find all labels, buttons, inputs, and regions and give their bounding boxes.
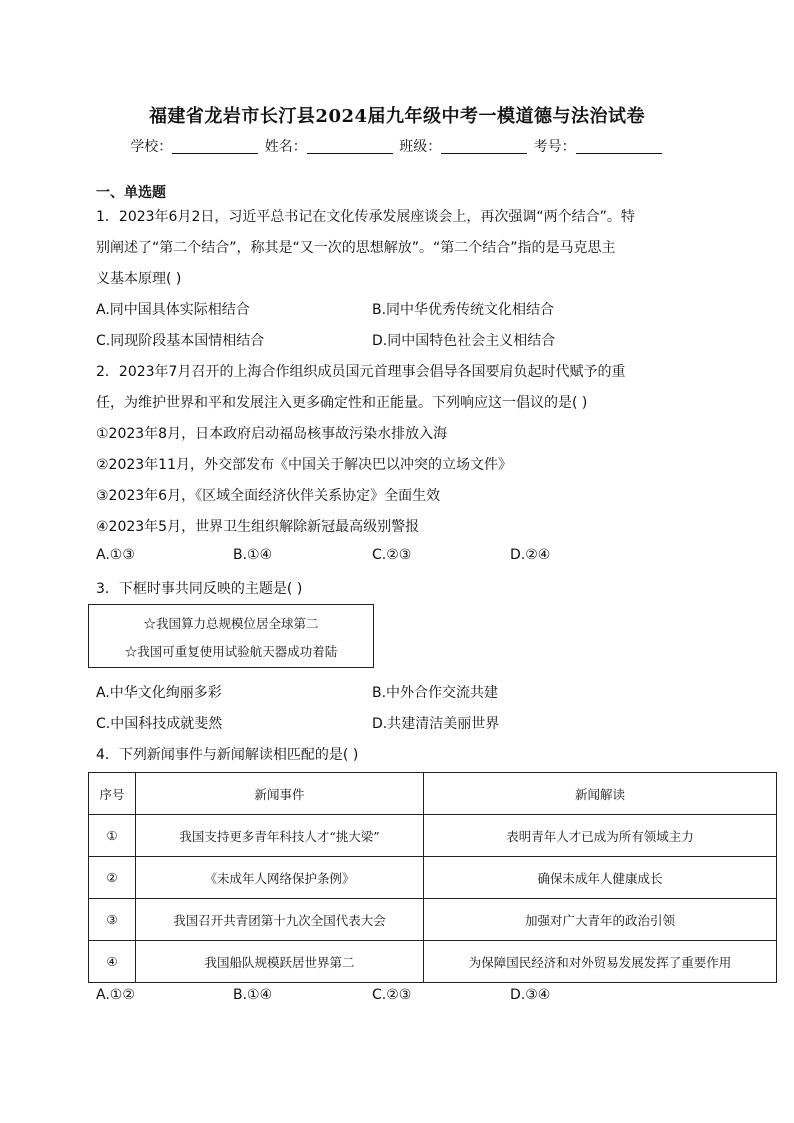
class-label: 班级：	[399, 139, 442, 155]
q2-line-2: 任，为维护世界和平和发展注入更多确定性和正能量。下列响应这一倡议的是( )	[96, 395, 588, 411]
id-blank	[576, 139, 662, 154]
row-index: ②	[89, 857, 136, 899]
q1-option-c: C.同现阶段基本国情相结合	[96, 333, 265, 349]
row-interpretation: 表明青年人才已成为所有领域主力	[424, 815, 777, 857]
q2-item-2: ②2023年11月，外交部发布《中国关于解决巴以冲突的立场文件》	[96, 457, 512, 473]
header-event: 新闻事件	[136, 773, 424, 815]
table-row	[89, 815, 777, 857]
q1-line-3: 义基本原理( )	[96, 271, 182, 287]
q1-option-b: B.同中华优秀传统文化相结合	[372, 302, 555, 318]
school-label: 学校：	[130, 139, 173, 155]
q1-line-1: 1．2023年6月2日，习近平总书记在文化传承发展座谈会上，再次强调“两个结合”。特	[96, 209, 635, 225]
q3-option-b: B.中外合作交流共建	[372, 685, 499, 701]
q3-stem: 3．下框时事共同反映的主题是( )	[96, 581, 303, 597]
row-event: 我国召开共青团第十九次全国代表大会	[136, 899, 424, 941]
header-interpretation: 新闻解读	[424, 773, 777, 815]
q4-news-table	[88, 772, 777, 983]
row-interpretation: 为保障国民经济和对外贸易发展发挥了重要作用	[424, 941, 777, 983]
row-event: 我国支持更多青年科技人才“挑大梁”	[136, 815, 424, 857]
q4-option-d: D.③④	[510, 987, 551, 1003]
q3-box-line-1: ☆我国算力总规模位居全球第二	[143, 616, 319, 631]
table-header-row	[89, 773, 777, 815]
id-label: 考号：	[533, 139, 576, 155]
q1-option-d: D.同中国特色社会主义相结合	[372, 333, 556, 349]
student-info-row	[0, 136, 794, 156]
q2-item-1: ①2023年8月，日本政府启动福岛核事故污染水排放入海	[96, 426, 448, 442]
q2-item-4: ④2023年5月，世界卫生组织解除新冠最高级别警报	[96, 519, 420, 535]
header-index: 序号	[89, 773, 136, 815]
q4-option-c: C.②③	[372, 987, 412, 1003]
q4-option-b: B.①④	[233, 987, 273, 1003]
class-blank	[441, 139, 527, 154]
q4-option-a: A.①②	[96, 987, 135, 1003]
school-blank	[172, 139, 258, 154]
q2-option-b: B.①④	[233, 547, 273, 563]
q1-line-2: 别阐述了“第二个结合”，称其是“又一次的思想解放”。“第二个结合”指的是马克思主	[96, 240, 616, 256]
table-row	[89, 941, 777, 983]
q3-option-d: D.共建清洁美丽世界	[372, 716, 500, 732]
row-event: 《未成年人网络保护条例》	[136, 857, 424, 899]
q4-stem: 4．下列新闻事件与新闻解读相匹配的是( )	[96, 747, 359, 763]
page-title: 福建省龙岩市长汀县2024届九年级中考一模道德与法治试卷	[148, 106, 646, 127]
row-index: ①	[89, 815, 136, 857]
row-event: 我国船队规模跃居世界第二	[136, 941, 424, 983]
name-label: 姓名：	[264, 139, 307, 155]
table-row	[89, 899, 777, 941]
row-interpretation: 确保未成年人健康成长	[424, 857, 777, 899]
row-index: ③	[89, 899, 136, 941]
q1-option-a: A.同中国具体实际相结合	[96, 302, 250, 318]
q2-line-1: 2．2023年7月召开的上海合作组织成员国元首理事会倡导各国要肩负起时代赋予的重	[96, 364, 626, 380]
q3-option-a: A.中华文化绚丽多彩	[96, 685, 222, 701]
table-row	[89, 857, 777, 899]
q2-option-c: C.②③	[372, 547, 412, 563]
name-blank	[307, 139, 393, 154]
row-index: ④	[89, 941, 136, 983]
q3-box-line-2: ☆我国可重复使用试验航天器成功着陆	[124, 644, 338, 659]
q2-option-d: D.②④	[510, 547, 551, 563]
section-title: 一、单选题	[96, 185, 166, 201]
q3-option-c: C.中国科技成就斐然	[96, 716, 223, 732]
q3-news-box	[88, 604, 374, 668]
row-interpretation: 加强对广大青年的政治引领	[424, 899, 777, 941]
q2-item-3: ③2023年6月，《区域全面经济伙伴关系协定》全面生效	[96, 488, 441, 504]
q2-option-a: A.①③	[96, 547, 135, 563]
